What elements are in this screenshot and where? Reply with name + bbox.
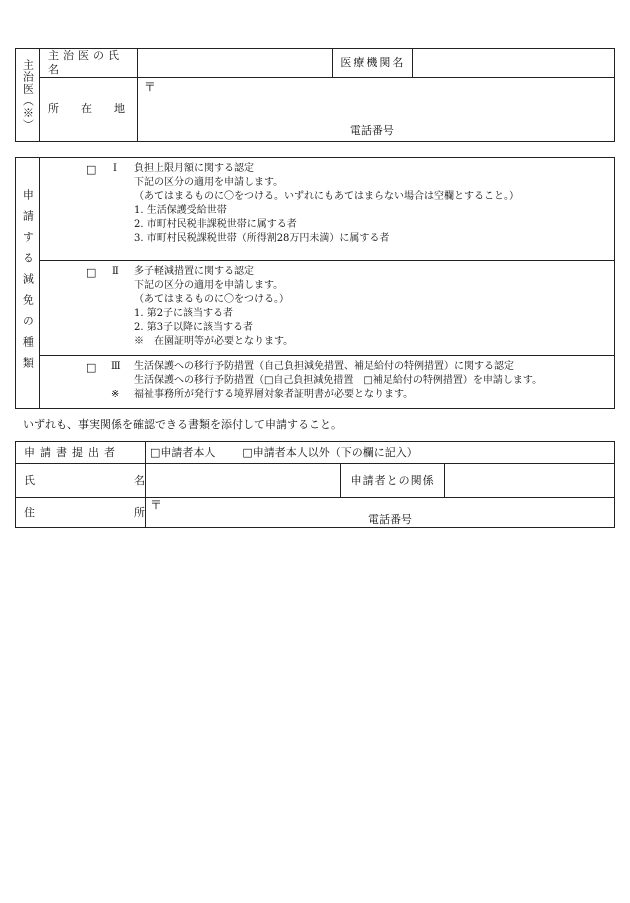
relation-field[interactable]: [444, 464, 614, 498]
section-1: [39, 158, 614, 261]
doctor-phone-label: 電話番号: [349, 123, 394, 137]
submitter-address-label: 住 所: [16, 498, 146, 528]
submitter-label: 申請書提出者: [16, 442, 146, 464]
section-2-title: 多子軽減措置に関する認定: [133, 266, 254, 277]
submitter-options: [146, 442, 615, 464]
postal-mark-icon: 〒: [150, 498, 163, 512]
section-3-note: 福祉事務所が発行する境界層対象者証明書が必要となります。: [133, 389, 414, 400]
doctor-address-label: 所 在 地: [39, 77, 137, 141]
section-3-line: 生活保護への移行予防措置（□自己負担減免措置 □補足給付の特例措置）を申請します。: [133, 375, 543, 386]
section-1-title: 負担上限月額に関する認定: [133, 163, 254, 174]
submitter-name-field[interactable]: [146, 464, 341, 498]
application-table: [15, 157, 615, 409]
section-1-line: 2. 市町村民税非課税世帯に属する者: [133, 219, 297, 230]
section-1-line: 下記の区分の適用を申請します。: [133, 177, 284, 188]
section-2-line: ※ 在園証明等が必要となります。: [133, 336, 294, 347]
section-1-line: （あてはまるものに〇をつける。いずれにもあてはまらない場合は空欄とすること。）: [133, 191, 519, 202]
section-2: [39, 261, 614, 356]
doctor-table: [15, 48, 615, 142]
section-2-numeral: Ⅱ: [111, 266, 119, 277]
postal-mark-icon: 〒: [143, 79, 156, 94]
relation-label: 申請者との関係: [341, 464, 445, 498]
section-1-checkbox[interactable]: □: [85, 163, 97, 176]
doctor-name-field[interactable]: [137, 49, 333, 78]
section-2-line: （あてはまるものに〇をつける。）: [133, 294, 289, 305]
attachment-note: いずれも、事実関係を確認できる書類を添付して申請すること。: [23, 418, 342, 431]
application-side-label: 申請する減免の種類: [16, 158, 40, 409]
section-1-numeral: Ⅰ: [112, 163, 117, 174]
section-2-line: 1. 第2子に該当する者: [133, 308, 234, 319]
section-3-title: 生活保護への移行予防措置（自己負担減免措置、補足給付の特例措置）に関する認定: [133, 361, 514, 372]
section-2-line: 下記の区分の適用を申請します。: [133, 280, 284, 291]
section-2-line: 2. 第3子以降に該当する者: [133, 322, 254, 333]
doctor-address-field[interactable]: [137, 77, 614, 141]
doctor-name-label: 主治医の氏名: [39, 49, 137, 78]
section-3: [39, 356, 614, 409]
submitter-table: [15, 441, 615, 528]
section-1-line: 1. 生活保護受給世帯: [133, 205, 227, 216]
section-2-checkbox[interactable]: □: [85, 266, 97, 279]
section-3-note-mark: ※: [110, 389, 120, 400]
institution-field[interactable]: [413, 49, 615, 78]
section-3-numeral: Ⅲ: [110, 361, 121, 372]
section-3-checkbox[interactable]: □: [85, 361, 97, 374]
institution-label: 医療機関名: [333, 49, 413, 78]
submitter-phone-label: 電話番号: [368, 513, 412, 527]
submitter-self-option[interactable]: □申請者本人: [150, 445, 216, 459]
section-1-line: 3. 市町村民税課税世帯（所得割28万円未満）に属する者: [133, 233, 390, 244]
submitter-address-field[interactable]: [146, 498, 615, 528]
submitter-other-option[interactable]: □申請者本人以外（下の欄に記入）: [242, 445, 418, 459]
doctor-side-label: 主治医（※）: [16, 49, 40, 142]
submitter-name-label: 氏 名: [16, 464, 146, 498]
